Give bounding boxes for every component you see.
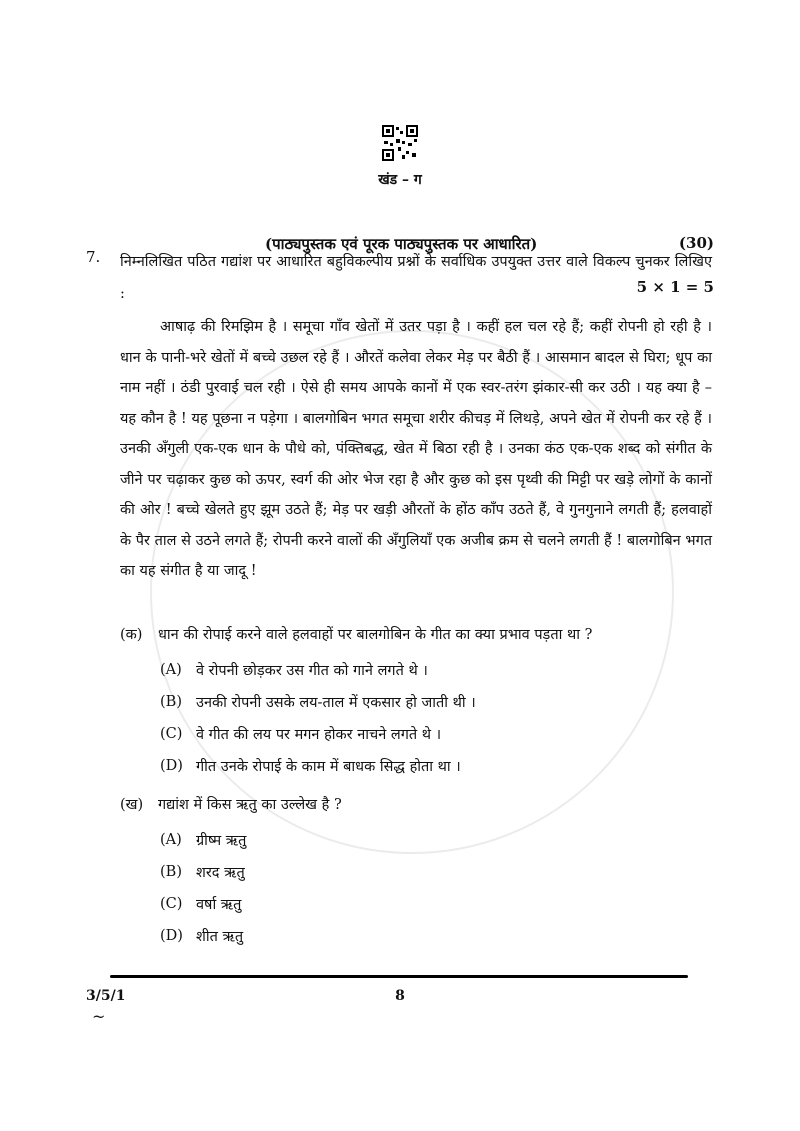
option-d: [160, 750, 592, 782]
option-label: (C): [160, 896, 183, 912]
option-text: वे रोपनी छोड़कर उस गीत को गाने लगते थे ।: [196, 663, 428, 679]
option-b: [160, 856, 342, 888]
option-label: (A): [160, 832, 182, 848]
option-c: [160, 718, 592, 750]
section-marks: (30): [678, 234, 714, 252]
footer-mark: ~: [92, 1007, 106, 1026]
qr-code-icon: [382, 125, 418, 161]
option-text: वे गीत की लय पर मगन होकर नाचने लगते थे ।: [196, 727, 442, 743]
page-number: 8: [395, 988, 405, 1004]
sub-question-label: (क): [120, 627, 143, 643]
option-label: (D): [160, 928, 183, 944]
sub-question-text: गद्यांश में किस ऋतु का उल्लेख है ?: [158, 797, 342, 813]
footer-divider: [110, 975, 688, 978]
option-text: ग्रीष्म ऋतु: [196, 833, 247, 849]
option-text: उनकी रोपनी उसके लय-ताल में एकसार हो जाती थी ।: [196, 695, 476, 711]
option-d: [160, 920, 342, 952]
option-c: [160, 888, 342, 920]
option-text: वर्षा ऋतु: [196, 897, 242, 913]
section-title: खंड – ग: [378, 172, 422, 188]
option-label: (A): [160, 662, 182, 678]
question-number: 7.: [86, 248, 101, 266]
question-scoring: 5 × 1 = 5: [636, 278, 714, 296]
option-text: शरद ऋतु: [196, 865, 245, 881]
option-label: (C): [160, 726, 183, 742]
sub-question-kha: [120, 794, 342, 952]
option-b: [160, 686, 592, 718]
paper-code: 3/5/1: [86, 988, 126, 1004]
section-heading: (पाठ्यपुस्तक एवं पूरक पाठ्यपुस्तक पर आधारित): [265, 235, 538, 253]
sub-question-ka: [120, 624, 592, 782]
option-label: (B): [160, 694, 182, 710]
option-text: शीत ऋतु: [196, 929, 244, 945]
option-text: गीत उनके रोपाई के काम में बाधक सिद्ध होता था ।: [196, 759, 461, 775]
sub-question-text: धान की रोपाई करने वाले हलवाहों पर बालगोबिन के गीत का क्या प्रभाव पड़ता था ?: [158, 627, 593, 643]
option-label: (B): [160, 864, 182, 880]
option-a: [160, 824, 342, 856]
sub-question-label: (ख): [120, 797, 144, 813]
option-label: (D): [160, 758, 183, 774]
passage-text: आषाढ़ की रिमझिम है । समूचा गाँव खेतों में उतर पड़ा है । कहीं हल चल रहे हैं; कहीं रोपनी हो रही है । धान के पानी-भरे खेतों में बच्चे उछल रहे हैं । औरतें कलेवा लेकर मेड़ पर बैठी हैं । आसमान बादल से घिरा; धूप का नाम नहीं । ठंडी पुरवाई चल रही । ऐसे ही समय आपके कानों में एक स्वर-तरंग झंकार-सी कर उठी । यह क्या है – यह कौन है ! यह पूछना न पड़ेगा । बालगोबिन भगत समूचा शरीर कीचड़ में लिथड़े, अपने खेत में रोपनी कर रहे हैं । उनकी अँगुली एक-एक धान के पौधे को, पंक्तिबद्ध, खेत में बिठा रही है । उनका कंठ एक-एक शब्द को संगीत के जीने पर चढ़ाकर कुछ को ऊपर, स्वर्ग की ओर भेज रहा है और कुछ को इस पृथ्वी की मिट्टी पर खड़े लोगों के कानों की ओर ! बच्चे खेलते हुए झूम उठते हैं; मेड़ पर खड़ी औरतों के होंठ काँप उठते हैं, वे गुनगुनाने लगती हैं; हलवाहों के पैर ताल से उठने लगते हैं; रोपनी करने वालों की अँगुलियाँ एक अजीब क्रम से चलने लगती हैं ! बालगोबिन भगत का यह संगीत है या जादू !: [120, 319, 712, 579]
option-a: [160, 654, 592, 686]
question-instruction: निम्नलिखित पठित गद्यांश पर आधारित बहुविकल्पीय प्रश्नों के सर्वाधिक उपयुक्त उत्तर वाले विकल्प चुनकर लिखिए :: [120, 254, 712, 302]
